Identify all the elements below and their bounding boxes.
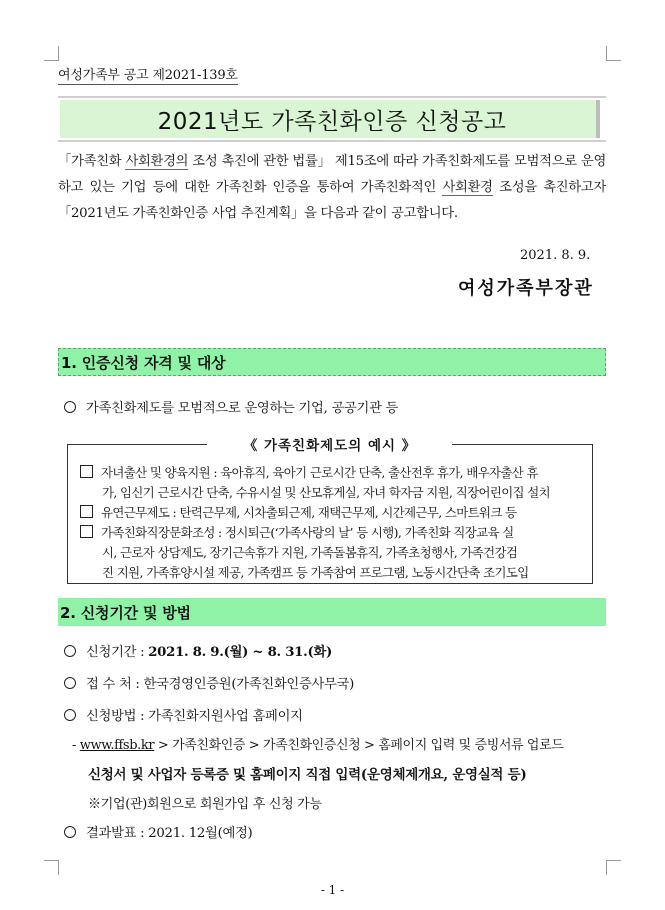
intro-text-3: 조성을 촉진하고자「2021년도 가족친화인증 사업 추진계획」을 다음과 같이 공고합니다. (58, 180, 606, 221)
crop-mark-top-right (606, 46, 621, 61)
example-box-top-border-right (452, 444, 593, 445)
document-title-box (58, 96, 606, 142)
example-box-title: 《 가족친화제도의 예시 》 (243, 438, 417, 454)
crop-mark-bottom-left (44, 860, 59, 875)
eligibility-item: 가족친화제도를 모범적으로 운영하는 기업, 공공기관 등 (64, 397, 398, 416)
intro-text-1: 「가족친화 (58, 154, 126, 169)
notice-number: 여성가족부 공고 제2021-139호 (58, 64, 238, 85)
period-item: 신청기간 : 2021. 8. 9.(월) ~ 8. 31.(화) (64, 641, 332, 660)
notice-date: 2021. 8. 9. (520, 248, 591, 263)
method-note: ※기업(관)회원으로 회원가입 후 신청 가능 (88, 797, 322, 812)
method-steps: - www.ffsb.kr > 가족친화인증 > 가족친화인증신청 > 홈페이지 입력 및 증빙서류 업로드 (72, 738, 564, 753)
circle-bullet-icon (64, 826, 76, 838)
ffsb-link[interactable]: www.ffsb.kr (79, 738, 155, 753)
example-item-workplace-culture: 가족친화직장문화조성 : 정시퇴근(‘가족사랑의 날’ 등 시행), 가족친화 직장교육 실 시, 근로자 상담제도, 장기근속휴가 지원, 가족돌봄휴직, 가족초청행사, 가족건강검 진 지원, 가족휴양시설 제공, 가족캠프 등 가족참여 프로그램, 노동시간단축 조기도입 (80, 523, 586, 583)
minister-signature: 여성가족부장관 (458, 278, 594, 299)
document-title: 2021년도 가족친화인증 신청공고 (157, 108, 507, 135)
section-2-heading: 2. 신청기간 및 방법 (58, 598, 606, 626)
intro-text-2: 조성 촉진에 관한 법률」 제15조에 따라 가족친화제도를 모범적으로 운영하고 있는 기업 등에 대한 가족친화 인증을 통하여 가족친화적인 (58, 154, 606, 195)
intro-underlined-1: 사회환경의 (125, 154, 189, 169)
circle-bullet-icon (64, 709, 76, 721)
example-box-top-border-left (67, 444, 207, 445)
example-item-childcare: 자녀출산 및 양육지원 : 육아휴직, 육아기 근로시간 단축, 출산전후 휴가, 배우자출산 휴 가, 임신기 근로시간 단축, 수유시설 및 산모휴게실, 자녀 학자금 지원, 직장어린이집 설치 (80, 463, 586, 503)
square-bullet-icon (80, 525, 93, 538)
method-item: 신청방법 : 가족친화지원사업 홈페이지 (64, 705, 303, 724)
section-1-heading: 1. 인증신청 자격 및 대상 (58, 348, 606, 376)
circle-bullet-icon (64, 677, 76, 689)
intro-underlined-2: 사회환경 (442, 180, 493, 195)
page-number: - 1 - (320, 883, 345, 897)
square-bullet-icon (80, 505, 93, 518)
circle-bullet-icon (64, 401, 76, 413)
result-item: 결과발표 : 2021. 12월(예정) (64, 822, 252, 841)
circle-bullet-icon (64, 645, 76, 657)
method-required-docs: 신청서 및 사업자 등록증 및 홈페이지 직접 입력(운영체제개요, 운영실적 등) (88, 767, 527, 783)
square-bullet-icon (80, 465, 93, 478)
receiver-item: 접 수 처 : 한국경영인증원(가족친화인증사무국) (64, 673, 354, 692)
crop-mark-top-left (44, 46, 59, 61)
example-item-flexible-work: 유연근무제도 : 탄력근무제, 시차출퇴근제, 재택근무제, 시간제근무, 스마트워크 등 (80, 503, 586, 523)
crop-mark-bottom-right (606, 860, 621, 875)
intro-paragraph (58, 149, 606, 227)
